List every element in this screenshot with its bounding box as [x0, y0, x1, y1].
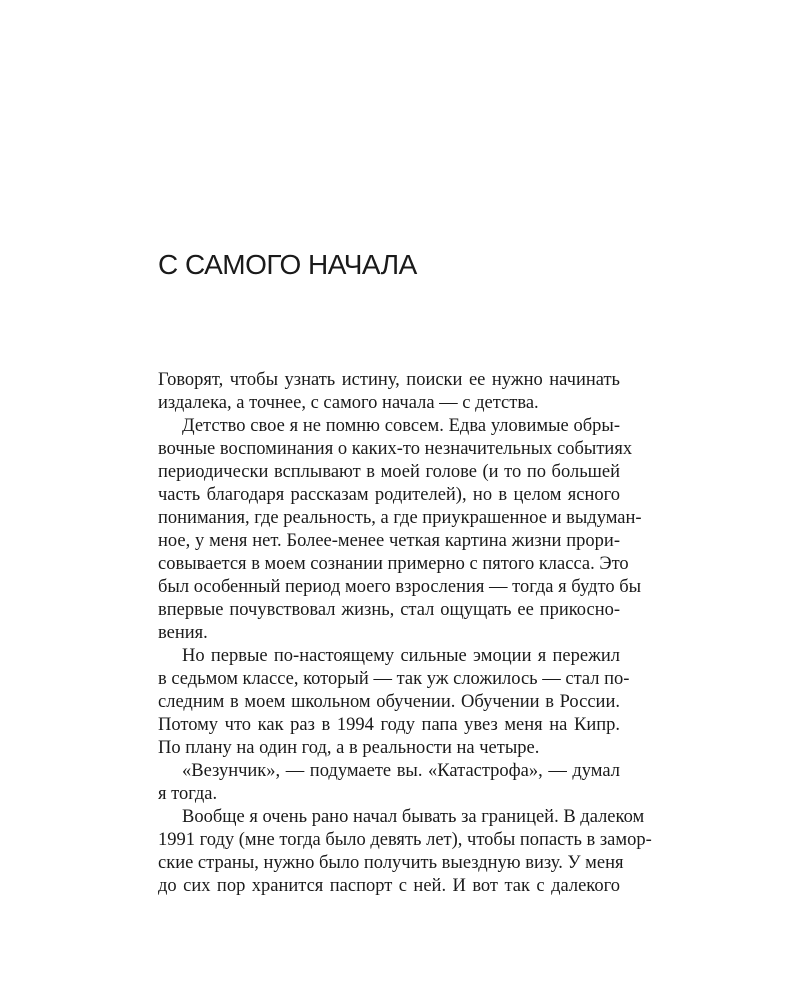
text-line: Детство свое я не помню совсем. Едва уловимые обры-: [182, 416, 620, 436]
text-line: ские страны, нужно было получить выездную визу. У меня: [158, 853, 624, 873]
text-line: 1991 году (мне тогда было девять лет), чтобы попасть в замор-: [158, 830, 652, 850]
text-line: в седьмом классе, который — так уж сложилось — стал по-: [158, 669, 630, 689]
text-line: вочные воспоминания о каких-то незначительных событиях: [158, 439, 633, 459]
text-line: вения.: [158, 623, 208, 643]
text-line: издалека, а точнее, с самого начала — с детства.: [158, 393, 539, 413]
text-line: ное, у меня нет. Более-менее четкая картина жизни прори-: [158, 531, 620, 551]
text-line: следним в моем школьном обучении. Обучении в России.: [158, 692, 620, 712]
text-line: «Везунчик», — подумаете вы. «Катастрофа», — думал: [182, 761, 620, 781]
text-line: я тогда.: [158, 784, 218, 804]
text-line: понимания, где реальность, а где приукрашенное и выдуман-: [158, 508, 642, 528]
chapter-title: С САМОГО НАЧАЛА: [158, 249, 417, 280]
text-line: до сих пор хранится паспорт с ней. И вот так с далекого: [158, 876, 620, 896]
text-line: Но первые по-настоящему сильные эмоции я пережил: [182, 646, 620, 666]
chapter-body: [158, 369, 652, 898]
text-line: Вообще я очень рано начал бывать за границей. В далеком: [182, 807, 645, 827]
text-line: Потому что как раз в 1994 году папа увез меня на Кипр.: [158, 715, 620, 735]
text-line: периодически всплывают в моей голове (и то по большей: [158, 462, 620, 482]
text-line: был особенный период моего взросления — тогда я будто бы: [158, 577, 642, 597]
text-line: совывается в моем сознании примерно с пятого класса. Это: [158, 554, 629, 574]
text-line: впервые почувствовал жизнь, стал ощущать ее прикосно-: [158, 600, 620, 620]
text-line: часть благодаря рассказам родителей), но в целом ясного: [158, 485, 620, 505]
text-line: По плану на один год, а в реальности на четыре.: [158, 738, 540, 758]
text-line: Говорят, чтобы узнать истину, поиски ее нужно начинать: [158, 370, 620, 390]
